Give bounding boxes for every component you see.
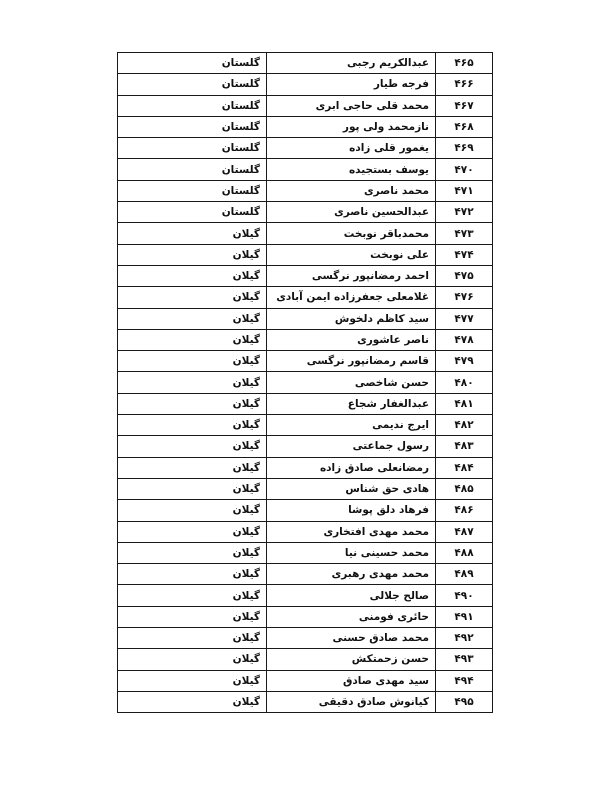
person-name-cell: رمضانعلی صادق زاده — [267, 457, 436, 478]
person-name-cell: محمد قلی حاجی ابری — [267, 95, 436, 116]
province-cell: گلستان — [118, 53, 267, 74]
table-row — [118, 606, 493, 627]
table-row — [118, 265, 493, 286]
table-row — [118, 542, 493, 563]
row-number-cell: ۴۸۸ — [436, 542, 493, 563]
province-cell: گیلان — [118, 649, 267, 670]
province-cell: گیلان — [118, 287, 267, 308]
row-number-cell: ۴۷۹ — [436, 351, 493, 372]
row-number-cell: ۴۷۶ — [436, 287, 493, 308]
table-row — [118, 159, 493, 180]
province-cell: گیلان — [118, 436, 267, 457]
person-name-cell: محمد صادق حسنی — [267, 628, 436, 649]
row-number-cell: ۴۸۹ — [436, 564, 493, 585]
table-row — [118, 308, 493, 329]
table-row — [118, 585, 493, 606]
row-number-cell: ۴۷۴ — [436, 244, 493, 265]
row-number-cell: ۴۶۵ — [436, 53, 493, 74]
person-name-cell: عبدالغفار شجاع — [267, 393, 436, 414]
row-number-cell: ۴۹۱ — [436, 606, 493, 627]
table-row — [118, 415, 493, 436]
person-name-cell: غلامعلی جعفرزاده ایمن آبادی — [267, 287, 436, 308]
table-row — [118, 436, 493, 457]
row-number-cell: ۴۷۲ — [436, 202, 493, 223]
province-cell: گیلان — [118, 585, 267, 606]
row-number-cell: ۴۸۲ — [436, 415, 493, 436]
province-cell: گیلان — [118, 244, 267, 265]
person-name-cell: سید کاظم دلخوش — [267, 308, 436, 329]
table-row — [118, 372, 493, 393]
province-cell: گیلان — [118, 606, 267, 627]
person-name-cell: فرجه طیار — [267, 74, 436, 95]
row-number-cell: ۴۹۳ — [436, 649, 493, 670]
person-name-cell: احمد رمضانپور نرگسی — [267, 265, 436, 286]
person-name-cell: علی نوبخت — [267, 244, 436, 265]
table-row — [118, 628, 493, 649]
person-name-cell: عبدالکریم رجبی — [267, 53, 436, 74]
table-row — [118, 393, 493, 414]
province-cell: گیلان — [118, 351, 267, 372]
person-name-cell: حسن شاخصی — [267, 372, 436, 393]
person-name-cell: صالح جلالی — [267, 585, 436, 606]
person-name-cell: یوسف بستجیده — [267, 159, 436, 180]
province-cell: گیلان — [118, 223, 267, 244]
row-number-cell: ۴۸۴ — [436, 457, 493, 478]
row-number-cell: ۴۶۷ — [436, 95, 493, 116]
table-row — [118, 457, 493, 478]
province-cell: گلستان — [118, 74, 267, 95]
province-cell: گیلان — [118, 372, 267, 393]
table-row — [118, 351, 493, 372]
person-name-cell: قاسم رمضانپور نرگسی — [267, 351, 436, 372]
person-name-cell: حائری فومنی — [267, 606, 436, 627]
province-cell: گلستان — [118, 180, 267, 201]
table-row — [118, 670, 493, 691]
row-number-cell: ۴۶۹ — [436, 138, 493, 159]
person-name-cell: ایرج ندیمی — [267, 415, 436, 436]
person-name-cell: رسول جماعتی — [267, 436, 436, 457]
row-number-cell: ۴۸۳ — [436, 436, 493, 457]
person-name-cell: محمد مهدی رهبری — [267, 564, 436, 585]
table-row — [118, 500, 493, 521]
table-row — [118, 691, 493, 712]
row-number-cell: ۴۹۵ — [436, 691, 493, 712]
person-name-cell: نازمحمد ولی پور — [267, 116, 436, 137]
row-number-cell: ۴۷۳ — [436, 223, 493, 244]
table-row — [118, 287, 493, 308]
row-number-cell: ۴۷۷ — [436, 308, 493, 329]
table-row — [118, 649, 493, 670]
province-cell: گیلان — [118, 542, 267, 563]
table-row — [118, 180, 493, 201]
row-number-cell: ۴۷۸ — [436, 329, 493, 350]
row-number-cell: ۴۷۱ — [436, 180, 493, 201]
table-row — [118, 564, 493, 585]
row-number-cell: ۴۸۱ — [436, 393, 493, 414]
roster-table — [117, 52, 493, 713]
province-cell: گیلان — [118, 691, 267, 712]
table-row — [118, 116, 493, 137]
person-name-cell: محمد مهدی افتخاری — [267, 521, 436, 542]
person-name-cell: ناصر عاشوری — [267, 329, 436, 350]
person-name-cell: یغمور قلی زاده — [267, 138, 436, 159]
province-cell: گیلان — [118, 478, 267, 499]
province-cell: گیلان — [118, 393, 267, 414]
person-name-cell: محمد ناصری — [267, 180, 436, 201]
row-number-cell: ۴۶۶ — [436, 74, 493, 95]
province-cell: گیلان — [118, 564, 267, 585]
province-cell: گیلان — [118, 628, 267, 649]
province-cell: گلستان — [118, 95, 267, 116]
province-cell: گیلان — [118, 308, 267, 329]
row-number-cell: ۴۸۵ — [436, 478, 493, 499]
table-row — [118, 53, 493, 74]
row-number-cell: ۴۹۲ — [436, 628, 493, 649]
province-cell: گیلان — [118, 329, 267, 350]
person-name-cell: محمدباقر نوبخت — [267, 223, 436, 244]
province-cell: گلستان — [118, 138, 267, 159]
table-row — [118, 329, 493, 350]
province-cell: گیلان — [118, 415, 267, 436]
table-row — [118, 74, 493, 95]
row-number-cell: ۴۸۷ — [436, 521, 493, 542]
province-cell: گلستان — [118, 116, 267, 137]
person-name-cell: کیانوش صادق دقیقی — [267, 691, 436, 712]
province-cell: گیلان — [118, 500, 267, 521]
row-number-cell: ۴۹۰ — [436, 585, 493, 606]
row-number-cell: ۴۸۰ — [436, 372, 493, 393]
table-row — [118, 202, 493, 223]
row-number-cell: ۴۸۶ — [436, 500, 493, 521]
table-row — [118, 478, 493, 499]
province-cell: گیلان — [118, 670, 267, 691]
row-number-cell: ۴۹۴ — [436, 670, 493, 691]
person-name-cell: هادی حق شناس — [267, 478, 436, 499]
province-cell: گلستان — [118, 202, 267, 223]
person-name-cell: محمد حسینی نیا — [267, 542, 436, 563]
row-number-cell: ۴۷۵ — [436, 265, 493, 286]
person-name-cell: فرهاد دلق پوشا — [267, 500, 436, 521]
province-cell: گلستان — [118, 159, 267, 180]
province-cell: گیلان — [118, 457, 267, 478]
person-name-cell: حسن زحمتکش — [267, 649, 436, 670]
row-number-cell: ۴۷۰ — [436, 159, 493, 180]
person-name-cell: سید مهدی صادق — [267, 670, 436, 691]
roster-sheet — [117, 52, 493, 713]
table-row — [118, 521, 493, 542]
row-number-cell: ۴۶۸ — [436, 116, 493, 137]
table-row — [118, 95, 493, 116]
roster-body — [118, 53, 493, 713]
province-cell: گیلان — [118, 521, 267, 542]
table-row — [118, 223, 493, 244]
province-cell: گیلان — [118, 265, 267, 286]
table-row — [118, 138, 493, 159]
person-name-cell: عبدالحسین ناصری — [267, 202, 436, 223]
table-row — [118, 244, 493, 265]
